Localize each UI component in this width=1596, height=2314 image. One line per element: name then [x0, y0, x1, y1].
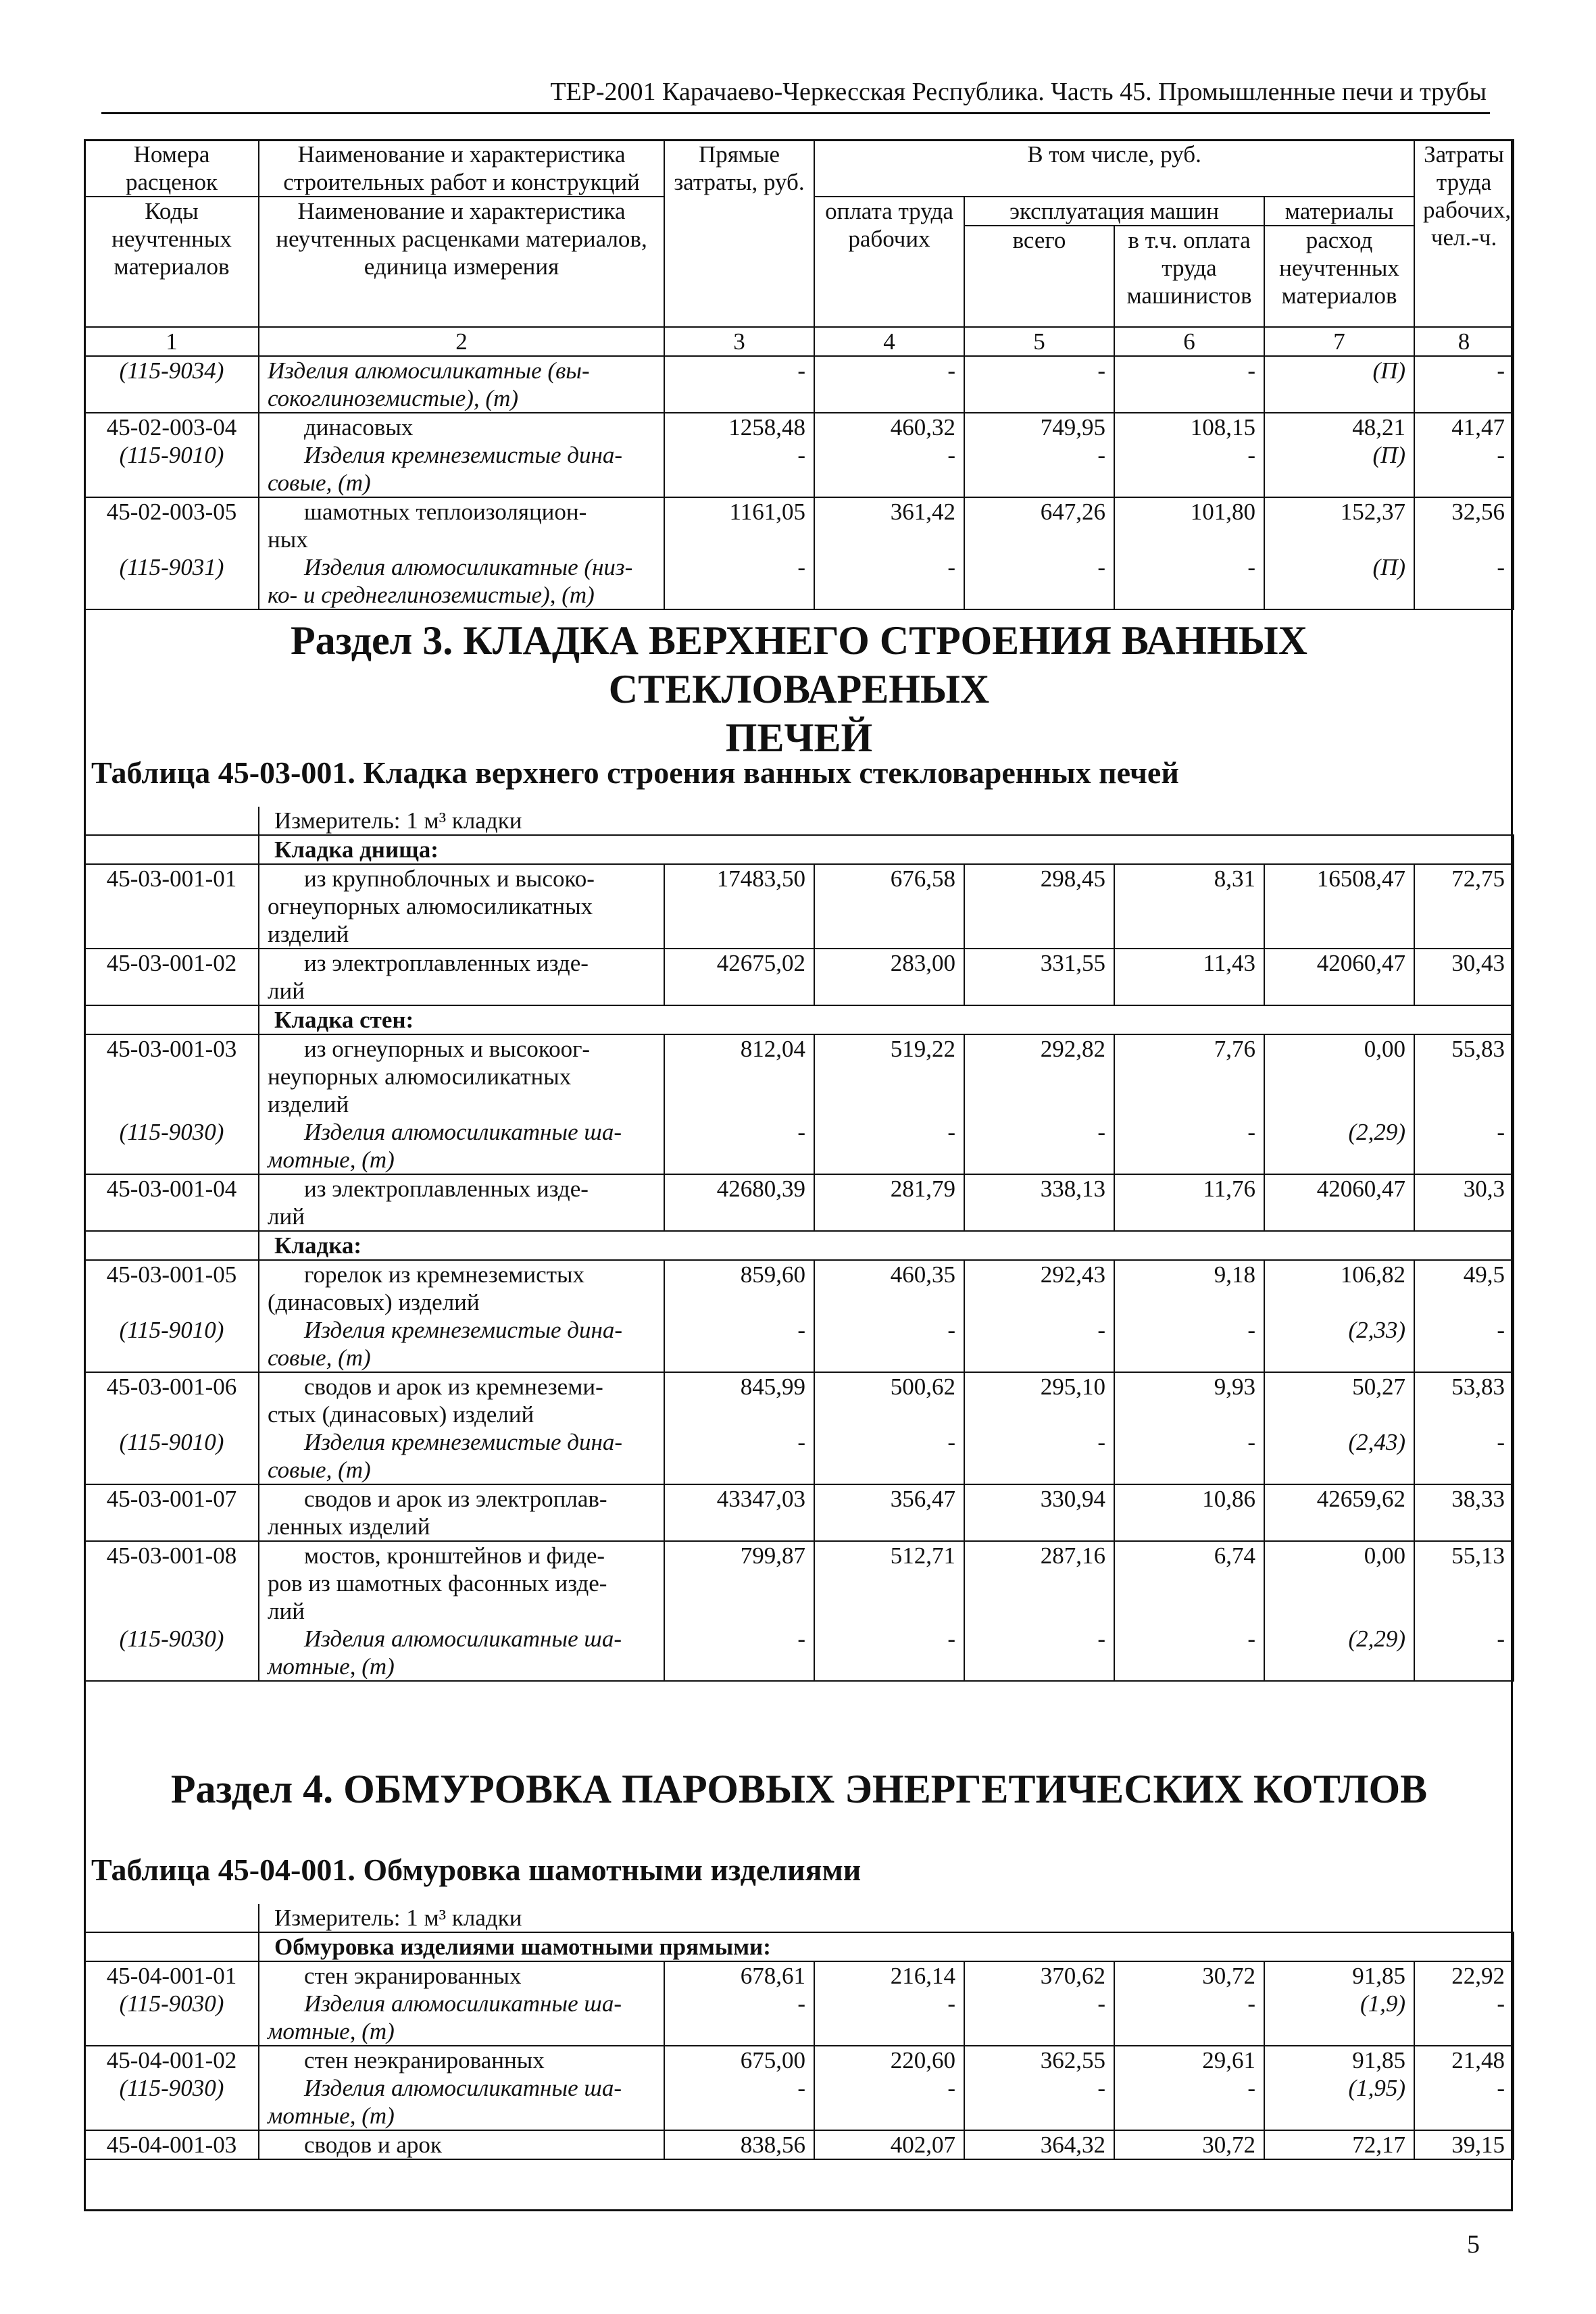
group-heading: Кладка днища: [274, 836, 439, 863]
cell: - [664, 356, 814, 413]
material-code: (115-9034) [84, 356, 259, 413]
col-head-labor-hours: Затраты труда рабочих, чел.-ч. [1414, 140, 1514, 327]
col-head-including: В том числе, руб. [814, 140, 1414, 197]
material-name: Изделия кремнеземистые дина- совые, (т) [259, 441, 664, 497]
table-row: (115-9030) Изделия алюмосиликатные ша- мотные, (т) - - - - (1,9) - [84, 1990, 1514, 2046]
table-row [84, 497, 1514, 553]
cell: 32,56 [1414, 497, 1514, 553]
col-head-operator-pay: в т.ч. оплата труда машинистов [1114, 226, 1264, 327]
cell: 101,80 [1114, 497, 1264, 553]
table-45-03-001-title: Таблица 45-03-001. Кладка верхнего строения ванных стекловаренных печей [91, 755, 1179, 790]
work-name: динасовых [304, 414, 414, 441]
col-number: 7 [1264, 327, 1414, 356]
cell: - [1114, 441, 1264, 497]
cell: 647,26 [964, 497, 1114, 553]
cell: - [814, 553, 964, 609]
cell: - [664, 441, 814, 497]
cell: 41,47 [1414, 413, 1514, 441]
cell: (П) [1264, 553, 1414, 609]
rate-code: 45-02-003-05 [84, 497, 259, 553]
material-code: (115-9031) [84, 553, 259, 609]
col-number: 1 [84, 327, 259, 356]
col-head-machines-total: всего [964, 226, 1114, 327]
col-head-machines: эксплуатация машин [964, 197, 1264, 226]
group-heading: Кладка стен: [274, 1007, 414, 1033]
table-row [84, 441, 1514, 497]
header-rule [101, 112, 1490, 114]
section-3-title: Раздел 3. КЛАДКА ВЕРХНЕГО СТРОЕНИЯ ВАННЫХ СТЕКЛОВАРЕНЫХ ПЕЧЕЙ [290, 618, 1307, 760]
section-4-title: Раздел 4. ОБМУРОВКА ПАРОВЫХ ЭНЕРГЕТИЧЕСКИХ КОТЛОВ [170, 1767, 1428, 1811]
col-number: 6 [1114, 327, 1264, 356]
cell: (П) [1264, 441, 1414, 497]
measure-unit: Измеритель: 1 м³ кладки [274, 1905, 522, 1931]
col-head-material-use: расход неучтенных материалов [1264, 226, 1414, 327]
cell: (П) [1264, 356, 1414, 413]
table-row: 45-04-001-03 сводов и арок 838,56 402,07 364,32 30,72 72,17 39,15 [84, 2130, 1514, 2159]
rate-code: 45-02-003-04 [84, 413, 259, 441]
cell: 152,37 [1264, 497, 1414, 553]
table-row: 45-03-001-03 из огнеупорных и высокоог- неупорных алюмосиликатных изделий 812,04 519,22 292,82 7,76 0,00 55,83 [84, 1034, 1514, 1118]
col-number: 3 [664, 327, 814, 356]
table-row: 45-03-001-04 из электроплавленных изде- лий 42680,39 281,79 338,13 11,76 42060,47 30,3 [84, 1174, 1514, 1231]
rates-table-45-04-001 [84, 1904, 1514, 2160]
table-45-04-001-title: Таблица 45-04-001. Обмуровка шамотными изделиями [91, 1853, 862, 1887]
page-number: 5 [1467, 2230, 1480, 2259]
cell: - [964, 441, 1114, 497]
cell: 48,21 [1264, 413, 1414, 441]
table-row [84, 553, 1514, 609]
cell: - [1414, 356, 1514, 413]
col-number: 8 [1414, 327, 1514, 356]
col-head-rate-numbers: Номера расценок [84, 140, 259, 197]
page-header: ТЕР-2001 Карачаево-Черкесская Республика. Часть 45. Промышленные печи и трубы [550, 78, 1487, 106]
table-row: 45-03-001-05 горелок из кремнеземистых (динасовых) изделий 859,60 460,35 292,43 9,18 106,82 49,5 [84, 1260, 1514, 1316]
cell: - [1414, 553, 1514, 609]
work-name: шамотных теплоизоляцион- ных [259, 497, 664, 553]
cell: - [1114, 356, 1264, 413]
col-number: 4 [814, 327, 964, 356]
table-row: 45-03-001-02 из электроплавленных изде- лий 42675,02 283,00 331,55 11,43 42060,47 30,43 [84, 949, 1514, 1005]
material-name: Изделия алюмосиликатные (низ- ко- и среднеглиноземистые), (т) [259, 553, 664, 609]
cell: 749,95 [964, 413, 1114, 441]
material-name: Изделия алюмосиликатные (вы- сокоглиноземистые), (т) [259, 356, 664, 413]
col-head-worker-pay: оплата труда рабочих [814, 197, 964, 327]
cell: - [964, 356, 1114, 413]
cell: 460,32 [814, 413, 964, 441]
col-number: 2 [259, 327, 664, 356]
cell: 108,15 [1114, 413, 1264, 441]
cell: - [1414, 441, 1514, 497]
cell: - [1114, 553, 1264, 609]
table-row: (115-9010) Изделия кремнеземистые дина- совые, (т) - - - - (2,43) - [84, 1428, 1514, 1484]
table-row: (115-9030) Изделия алюмосиликатные ша- мотные, (т) - - - - (1,95) - [84, 2074, 1514, 2130]
col-head-material-name: Наименование и характеристика неучтенных расценками материалов, единица измерения [259, 197, 664, 327]
table-row: 45-03-001-06 сводов и арок из кремнеземи- стых (динасовых) изделий 845,99 500,62 295,10 9,93 50,27 53,83 [84, 1372, 1514, 1428]
cell: - [964, 553, 1114, 609]
cell: - [664, 553, 814, 609]
cell: - [814, 441, 964, 497]
rates-table-top [84, 139, 1514, 610]
col-number: 5 [964, 327, 1114, 356]
cell: - [814, 356, 964, 413]
table-row: 45-03-001-08 мостов, кронштейнов и фиде- ров из шамотных фасонных изде- лий 799,87 512,71 287,16 6,74 0,00 55,13 [84, 1541, 1514, 1625]
table-row: 45-04-001-02 стен неэкранированных 675,00 220,60 362,55 29,61 91,85 21,48 [84, 2046, 1514, 2074]
table-row [84, 356, 1514, 413]
cell: 1258,48 [664, 413, 814, 441]
table-row: 45-03-001-01 из крупноблочных и высоко- огнеупорных алюмосиликатных изделий 17483,50 676,58 298,45 8,31 16508,47 72,75 [84, 864, 1514, 949]
material-code: (115-9010) [84, 441, 259, 497]
col-head-work-name: Наименование и характеристика строительных работ и конструкций [259, 140, 664, 197]
table-row: 45-03-001-07 сводов и арок из электроплав- ленных изделий 43347,03 356,47 330,94 10,86 42659,62 38,33 [84, 1484, 1514, 1541]
table-row: (115-9010) Изделия кремнеземистые дина- совые, (т) - - - - (2,33) - [84, 1316, 1514, 1372]
table-row: 45-04-001-01 стен экранированных 678,61 216,14 370,62 30,72 91,85 22,92 [84, 1961, 1514, 1990]
cell: 361,42 [814, 497, 964, 553]
col-head-material-codes: Коды неучтенных материалов [84, 197, 259, 327]
group-heading: Кладка: [274, 1232, 362, 1259]
cell: 1161,05 [664, 497, 814, 553]
col-head-materials: материалы [1264, 197, 1414, 226]
col-head-direct-costs: Прямые затраты, руб. [664, 140, 814, 327]
table-row [84, 413, 1514, 441]
measure-unit: Измеритель: 1 м³ кладки [274, 807, 522, 834]
group-heading: Обмуровка изделиями шамотными прямыми: [274, 1934, 771, 1960]
table-row: (115-9030) Изделия алюмосиликатные ша- мотные, (т) - - - - (2,29) - [84, 1625, 1514, 1681]
table-row: (115-9030) Изделия алюмосиликатные ша- мотные, (т) - - - - (2,29) - [84, 1118, 1514, 1174]
rates-table-45-03-001 [84, 807, 1514, 1682]
